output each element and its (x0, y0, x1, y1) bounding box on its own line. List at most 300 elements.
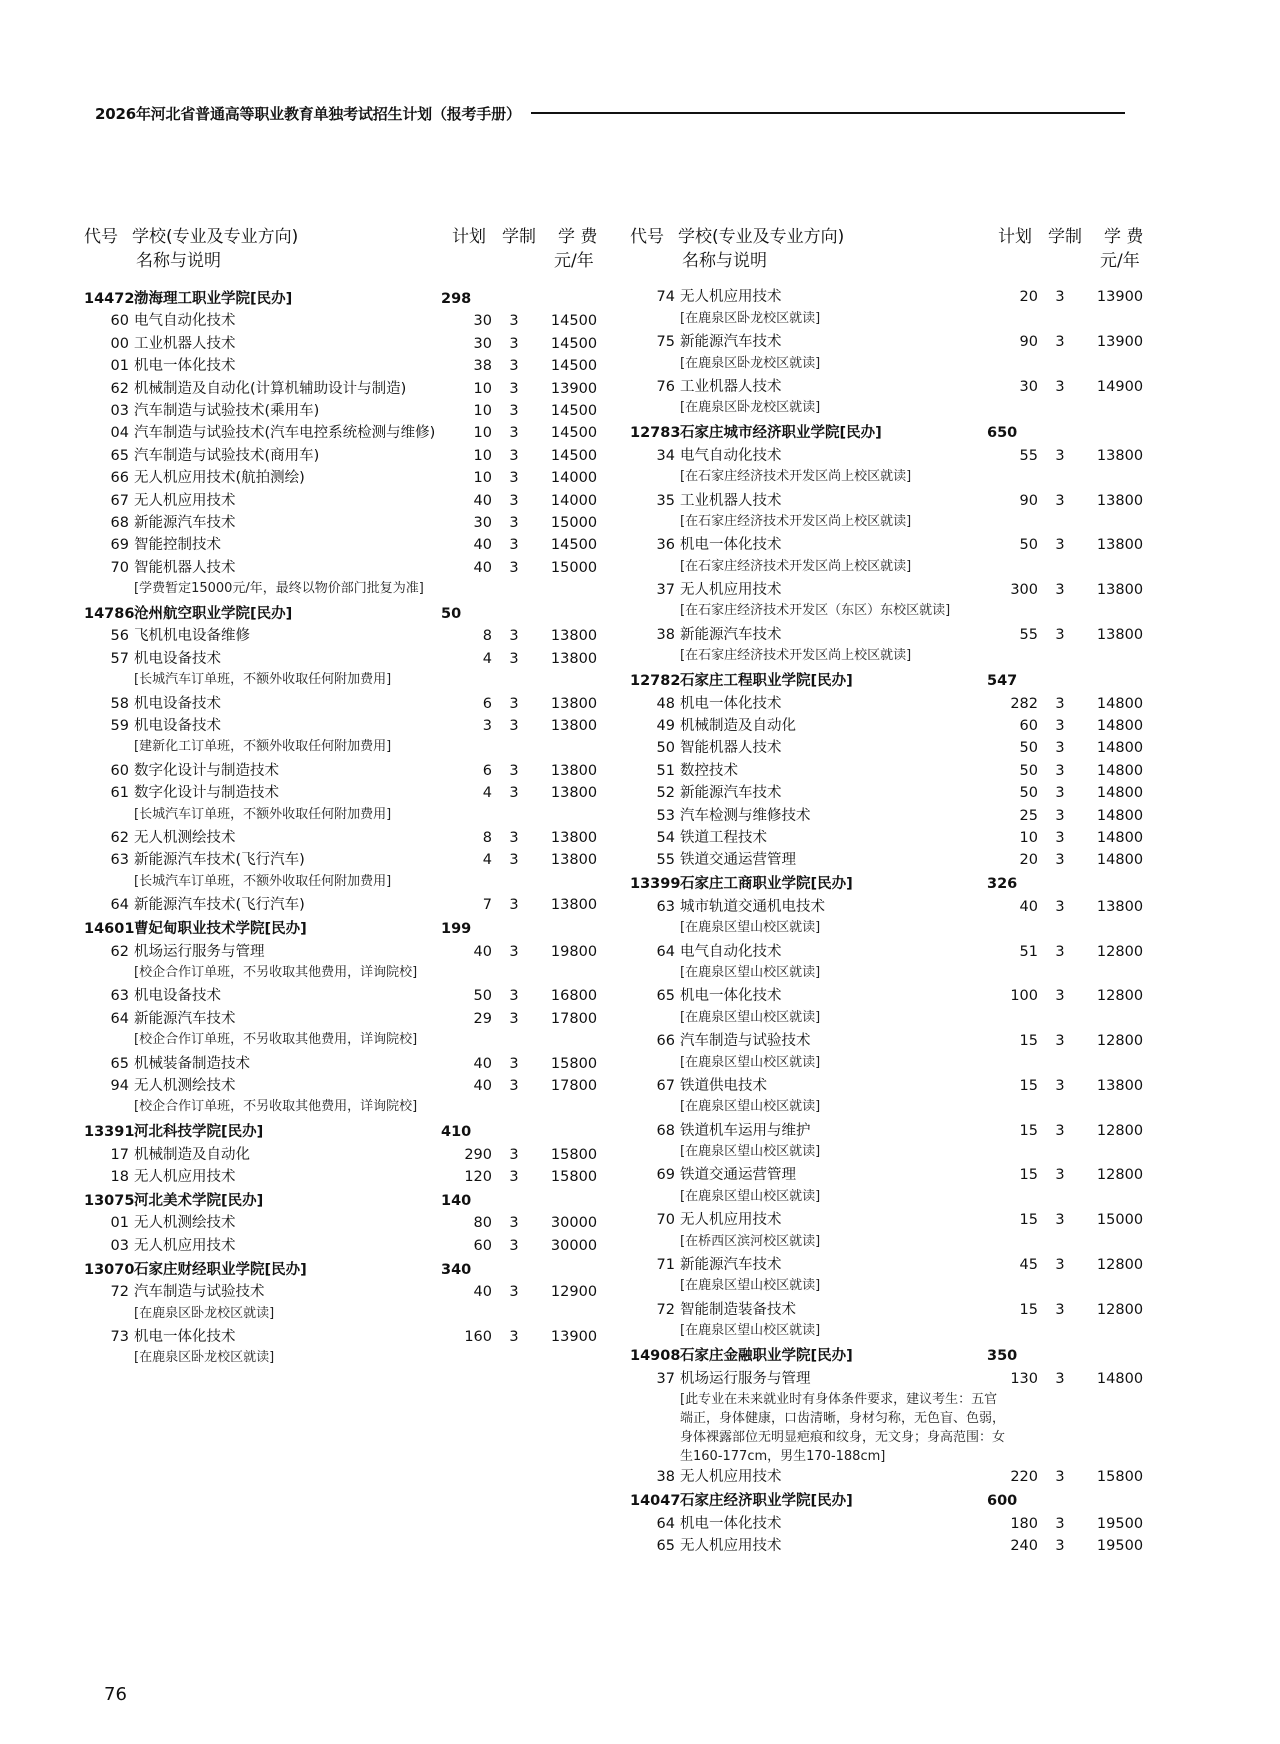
plan-count: 50 (1019, 740, 1038, 757)
major-row (84, 782, 604, 804)
school-row (84, 603, 604, 625)
major-row (84, 1235, 604, 1257)
major-row (630, 1535, 1150, 1557)
tuition-fee: 14800 (1096, 852, 1144, 869)
major-name: 汽车制造与试验技术(乘用车) (134, 402, 320, 419)
major-row (84, 894, 604, 916)
tuition-fee: 12800 (1096, 943, 1144, 960)
tuition-fee: 13900 (550, 380, 598, 397)
tuition-fee: 17800 (550, 1077, 598, 1094)
school-row (84, 1121, 604, 1143)
major-row (630, 1164, 1150, 1186)
major-row (630, 760, 1150, 782)
plan-count: 50 (441, 606, 462, 623)
tuition-fee: 14800 (1096, 1370, 1144, 1387)
column-header (84, 226, 604, 286)
note-row (630, 963, 1150, 985)
study-years: 3 (509, 313, 519, 330)
note-row (630, 1053, 1150, 1075)
column-header (630, 226, 1150, 286)
tuition-fee: 15800 (1096, 1469, 1144, 1486)
header-name-sub: 名称与说明 (682, 251, 767, 271)
major-row (84, 490, 604, 512)
major-code: 54 (656, 829, 675, 846)
study-years: 3 (509, 628, 519, 645)
plan-count: 6 (482, 762, 492, 779)
tuition-fee: 14500 (550, 358, 598, 375)
plan-count: 140 (441, 1193, 472, 1210)
major-name: 铁道工程技术 (680, 829, 767, 846)
note-row (630, 601, 1150, 623)
note-text: [在鹿泉区卧龙校区就读] (134, 1350, 275, 1366)
major-name: 新能源汽车技术 (680, 1257, 782, 1274)
tuition-fee: 14800 (1096, 807, 1144, 824)
major-code: 37 (656, 1370, 675, 1387)
study-years: 3 (1055, 334, 1065, 351)
major-row (84, 985, 604, 1007)
tuition-fee: 14000 (550, 470, 598, 487)
study-years: 3 (1055, 988, 1065, 1005)
major-row (84, 1212, 604, 1234)
note-text: [在石家庄经济技术开发区尚上校区就读] (680, 513, 912, 529)
plan-count: 80 (473, 1215, 492, 1232)
tuition-fee: 14800 (1096, 695, 1144, 712)
study-years: 3 (1055, 492, 1065, 509)
plan-count: 60 (473, 1237, 492, 1254)
major-row (630, 782, 1150, 804)
study-years: 3 (509, 785, 519, 802)
note-text: [长城汽车订单班，不额外收取任何附加费用] (134, 873, 392, 889)
major-row (630, 941, 1150, 963)
tuition-fee: 14500 (550, 537, 598, 554)
plan-count: 30 (1019, 378, 1038, 395)
plan-count: 38 (473, 358, 492, 375)
major-code: 74 (656, 289, 675, 306)
major-name: 无人机应用技术 (680, 1469, 782, 1486)
major-name: 数字化设计与制造技术 (134, 762, 279, 779)
major-code: 72 (656, 1301, 675, 1318)
major-name: 机械制造及自动化 (680, 718, 796, 735)
tuition-fee: 13800 (550, 785, 598, 802)
study-years: 3 (1055, 852, 1065, 869)
plan-count: 326 (987, 876, 1018, 893)
major-name: 工业机器人技术 (680, 378, 782, 395)
plan-count: 8 (482, 829, 492, 846)
major-code: 50 (656, 740, 675, 757)
running-header (95, 100, 1125, 126)
note-text: [校企合作订单班，不另收取其他费用，详询院校] (134, 1032, 418, 1048)
plan-count: 160 (464, 1329, 492, 1346)
header-fee: 学 费 (1104, 227, 1144, 247)
major-row (84, 378, 604, 400)
major-row (630, 1254, 1150, 1276)
study-years: 3 (1055, 1538, 1065, 1555)
major-code: 73 (110, 1329, 129, 1346)
plan-count: 30 (473, 313, 492, 330)
major-code: 51 (656, 762, 675, 779)
tuition-fee: 17800 (550, 1010, 598, 1027)
major-name: 新能源汽车技术 (134, 514, 236, 531)
tuition-fee: 19800 (550, 943, 598, 960)
major-name: 机场运行服务与管理 (680, 1370, 811, 1387)
plan-count: 6 (482, 695, 492, 712)
note-text: [在鹿泉区卧龙校区就读] (680, 355, 821, 371)
major-row (630, 1120, 1150, 1142)
plan-count: 50 (473, 988, 492, 1005)
tuition-fee: 19500 (1096, 1538, 1144, 1555)
plan-count: 4 (482, 852, 492, 869)
plan-count: 290 (464, 1146, 492, 1163)
major-row (84, 422, 604, 444)
study-years: 3 (509, 1010, 519, 1027)
plan-count: 15 (1019, 1122, 1038, 1139)
note-row (630, 309, 1150, 331)
major-row (84, 355, 604, 377)
left-column (84, 226, 604, 1371)
major-name: 智能制造装备技术 (680, 1301, 796, 1318)
study-years: 3 (509, 335, 519, 352)
right-rows (630, 286, 1150, 1557)
school-code: 14908 (630, 1348, 681, 1365)
major-name: 汽车制造与试验技术 (680, 1033, 811, 1050)
major-name: 铁道机车运用与维护 (680, 1122, 811, 1139)
major-row (84, 1053, 604, 1075)
major-row (630, 1299, 1150, 1321)
tuition-fee: 15000 (550, 559, 598, 576)
major-row (630, 445, 1150, 467)
plan-count: 55 (1019, 447, 1038, 464)
major-name: 机电一体化技术 (680, 695, 782, 712)
school-code: 12783 (630, 425, 681, 442)
plan-count: 40 (473, 1284, 492, 1301)
major-row (84, 715, 604, 737)
major-code: 63 (110, 852, 129, 869)
study-years: 3 (509, 537, 519, 554)
tuition-fee: 13800 (1096, 537, 1144, 554)
tuition-fee: 12800 (1096, 988, 1144, 1005)
major-name: 智能机器人技术 (680, 740, 782, 757)
major-code: 03 (110, 1237, 129, 1254)
study-years: 3 (509, 514, 519, 531)
major-row (630, 805, 1150, 827)
major-name: 机电一体化技术 (680, 1515, 782, 1532)
major-row (84, 1075, 604, 1097)
major-name: 铁道供电技术 (680, 1077, 767, 1094)
plan-count: 3 (482, 718, 492, 735)
study-years: 3 (509, 695, 519, 712)
major-name: 机械装备制造技术 (134, 1055, 250, 1072)
tuition-fee: 15000 (1096, 1212, 1144, 1229)
study-years: 3 (509, 762, 519, 779)
note-row (630, 398, 1150, 420)
school-name: 沧州航空职业学院[民办] (134, 606, 293, 623)
school-row (630, 670, 1150, 692)
tuition-fee: 13800 (550, 650, 598, 667)
study-years: 3 (1055, 762, 1065, 779)
school-row (84, 1190, 604, 1212)
plan-count: 300 (1010, 582, 1038, 599)
major-code: 64 (110, 897, 129, 914)
note-text: [在鹿泉区望山校区就读] (680, 1054, 821, 1070)
major-row (630, 1209, 1150, 1231)
major-code: 59 (110, 718, 129, 735)
major-row (84, 827, 604, 849)
major-code: 57 (110, 650, 129, 667)
plan-count: 50 (1019, 537, 1038, 554)
study-years: 3 (509, 402, 519, 419)
study-years: 3 (1055, 582, 1065, 599)
study-years: 3 (509, 852, 519, 869)
major-name: 新能源汽车技术 (134, 1010, 236, 1027)
plan-count: 40 (473, 1055, 492, 1072)
major-code: 37 (656, 582, 675, 599)
plan-count: 4 (482, 650, 492, 667)
school-name: 石家庄工商职业学院[民办] (680, 876, 853, 893)
major-row (630, 1030, 1150, 1052)
tuition-fee: 13800 (1096, 492, 1144, 509)
school-row (630, 1345, 1150, 1367)
major-name: 无人机应用技术(航拍测绘) (134, 470, 305, 487)
study-years: 3 (509, 425, 519, 442)
major-code: 38 (656, 626, 675, 643)
study-years: 3 (509, 1329, 519, 1346)
major-name: 新能源汽车技术(飞行汽车) (134, 852, 305, 869)
major-name: 机电一体化技术 (134, 1329, 236, 1346)
note-text: [在桥西区滨河校区就读] (680, 1233, 821, 1249)
major-row (84, 693, 604, 715)
major-name: 电气自动化技术 (680, 943, 782, 960)
study-years: 3 (1055, 289, 1065, 306)
major-name: 机械制造及自动化 (134, 1146, 250, 1163)
school-code: 12782 (630, 673, 681, 690)
major-name: 电气自动化技术 (134, 313, 236, 330)
note-text: [在石家庄经济技术开发区（东区）东校区就读] (680, 603, 951, 619)
study-years: 3 (509, 1055, 519, 1072)
major-code: 65 (110, 447, 129, 464)
study-years: 3 (1055, 807, 1065, 824)
study-years: 3 (509, 559, 519, 576)
study-years: 3 (1055, 537, 1065, 554)
plan-count: 15 (1019, 1077, 1038, 1094)
plan-count: 130 (1010, 1370, 1038, 1387)
major-code: 64 (656, 943, 675, 960)
tuition-fee: 13800 (550, 628, 598, 645)
school-row (630, 873, 1150, 895)
major-code: 65 (656, 1538, 675, 1555)
major-name: 智能控制技术 (134, 537, 221, 554)
tuition-fee: 15000 (550, 514, 598, 531)
note-text: [在鹿泉区望山校区就读] (680, 1278, 821, 1294)
major-row (630, 376, 1150, 398)
study-years: 3 (509, 1169, 519, 1186)
plan-count: 120 (464, 1169, 492, 1186)
major-code: 76 (656, 378, 675, 395)
major-code: 71 (656, 1257, 675, 1274)
major-row (84, 625, 604, 647)
note-row (84, 1304, 604, 1326)
school-name: 曹妃甸职业技术学院[民办] (134, 921, 307, 938)
note-text: [在鹿泉区望山校区就读] (680, 1144, 821, 1160)
header-plan: 计划 (998, 227, 1032, 247)
study-years: 3 (1055, 1257, 1065, 1274)
study-years: 3 (509, 358, 519, 375)
study-years: 3 (1055, 829, 1065, 846)
major-name: 无人机测绘技术 (134, 1215, 236, 1232)
school-name: 石家庄金融职业学院[民办] (680, 1348, 853, 1365)
major-code: 38 (656, 1469, 675, 1486)
note-row (630, 1276, 1150, 1298)
plan-count: 30 (473, 514, 492, 531)
school-name: 河北美术学院[民办] (134, 1193, 264, 1210)
major-name: 工业机器人技术 (680, 492, 782, 509)
study-years: 3 (509, 650, 519, 667)
major-row (630, 896, 1150, 918)
tuition-fee: 14800 (1096, 718, 1144, 735)
tuition-fee: 15800 (550, 1055, 598, 1072)
plan-count: 15 (1019, 1033, 1038, 1050)
major-name: 铁道交通运营管理 (680, 1167, 796, 1184)
major-row (84, 534, 604, 556)
major-code: 55 (656, 852, 675, 869)
note-row (84, 670, 604, 692)
plan-count: 547 (987, 673, 1018, 690)
study-years: 3 (1055, 1212, 1065, 1229)
note-row (84, 1097, 604, 1119)
major-code: 36 (656, 537, 675, 554)
tuition-fee: 13800 (550, 829, 598, 846)
plan-count: 10 (1019, 829, 1038, 846)
major-name: 无人机应用技术 (134, 1169, 236, 1186)
major-row (630, 849, 1150, 871)
major-code: 64 (656, 1515, 675, 1532)
major-code: 00 (110, 335, 129, 352)
major-code: 48 (656, 695, 675, 712)
plan-count: 29 (473, 1010, 492, 1027)
plan-count: 282 (1010, 695, 1038, 712)
major-name: 无人机应用技术 (680, 1212, 782, 1229)
study-years: 3 (509, 718, 519, 735)
major-name: 无人机应用技术 (680, 582, 782, 599)
header-years: 学制 (1048, 227, 1082, 247)
tuition-fee: 30000 (550, 1215, 598, 1232)
plan-count: 350 (987, 1348, 1018, 1365)
note-text: [长城汽车订单班，不额外收取任何附加费用] (134, 806, 392, 822)
major-row (84, 445, 604, 467)
plan-count: 40 (473, 1077, 492, 1094)
note-row (84, 872, 604, 894)
school-name: 石家庄经济职业学院[民办] (680, 1493, 853, 1510)
header-fee: 学 费 (558, 227, 598, 247)
major-code: 94 (110, 1077, 129, 1094)
major-row (630, 490, 1150, 512)
school-code: 13391 (84, 1124, 135, 1141)
major-name: 无人机测绘技术 (134, 1077, 236, 1094)
note-row (630, 1390, 1150, 1466)
school-name: 石家庄工程职业学院[民办] (680, 673, 853, 690)
plan-count: 50 (1019, 762, 1038, 779)
major-name: 机电设备技术 (134, 650, 221, 667)
major-code: 69 (110, 537, 129, 554)
major-name: 新能源汽车技术 (680, 785, 782, 802)
plan-count: 90 (1019, 492, 1038, 509)
study-years: 3 (1055, 898, 1065, 915)
note-text: [在鹿泉区卧龙校区就读] (134, 1305, 275, 1321)
tuition-fee: 13900 (550, 1329, 598, 1346)
major-name: 汽车制造与试验技术(商用车) (134, 447, 320, 464)
major-row (630, 286, 1150, 308)
header-plan: 计划 (452, 227, 486, 247)
tuition-fee: 12800 (1096, 1301, 1144, 1318)
school-name: 渤海理工职业学院[民办] (134, 291, 293, 307)
major-name: 汽车制造与试验技术(汽车电控系统检测与维修) (134, 425, 436, 442)
plan-count: 220 (1010, 1469, 1038, 1486)
major-code: 49 (656, 718, 675, 735)
tuition-fee: 12800 (1096, 1033, 1144, 1050)
study-years: 3 (509, 988, 519, 1005)
plan-count: 60 (1019, 718, 1038, 735)
study-years: 3 (1055, 447, 1065, 464)
study-years: 3 (509, 1146, 519, 1163)
plan-count: 40 (473, 537, 492, 554)
plan-count: 15 (1019, 1167, 1038, 1184)
major-code: 34 (656, 447, 675, 464)
major-name: 无人机应用技术 (680, 289, 782, 306)
header-code: 代号 (630, 227, 664, 247)
study-years: 3 (509, 380, 519, 397)
tuition-fee: 30000 (550, 1237, 598, 1254)
study-years: 3 (1055, 1077, 1065, 1094)
school-code: 13075 (84, 1193, 135, 1210)
major-row (630, 331, 1150, 353)
tuition-fee: 13900 (1096, 289, 1144, 306)
major-code: 60 (110, 762, 129, 779)
study-years: 3 (1055, 740, 1065, 757)
tuition-fee: 14500 (550, 313, 598, 330)
major-row (84, 557, 604, 579)
study-years: 3 (509, 1215, 519, 1232)
major-code: 35 (656, 492, 675, 509)
tuition-fee: 13800 (1096, 1077, 1144, 1094)
tuition-fee: 14800 (1096, 785, 1144, 802)
school-row (630, 422, 1150, 444)
major-name: 无人机应用技术 (680, 1538, 782, 1555)
note-row (630, 1008, 1150, 1030)
note-row (84, 737, 604, 759)
major-name: 机场运行服务与管理 (134, 943, 265, 960)
study-years: 3 (509, 897, 519, 914)
tuition-fee: 12800 (1096, 1257, 1144, 1274)
major-row (84, 941, 604, 963)
note-text: [校企合作订单班，不另收取其他费用，详询院校] (134, 1099, 418, 1115)
major-row (630, 624, 1150, 646)
study-years: 3 (1055, 378, 1065, 395)
left-rows (84, 288, 604, 1370)
major-row (84, 760, 604, 782)
plan-count: 40 (473, 492, 492, 509)
school-row (84, 1259, 604, 1281)
note-text: [在鹿泉区卧龙校区就读] (680, 310, 821, 326)
major-code: 61 (110, 785, 129, 802)
school-row (84, 288, 604, 310)
major-code: 67 (110, 492, 129, 509)
note-text: [校企合作订单班，不另收取其他费用，详询院校] (134, 964, 418, 980)
plan-count: 180 (1010, 1515, 1038, 1532)
major-code: 60 (110, 313, 129, 330)
note-text: [在鹿泉区望山校区就读] (680, 964, 821, 980)
school-code: 14601 (84, 921, 135, 938)
major-row (84, 849, 604, 871)
tuition-fee: 19500 (1096, 1515, 1144, 1532)
